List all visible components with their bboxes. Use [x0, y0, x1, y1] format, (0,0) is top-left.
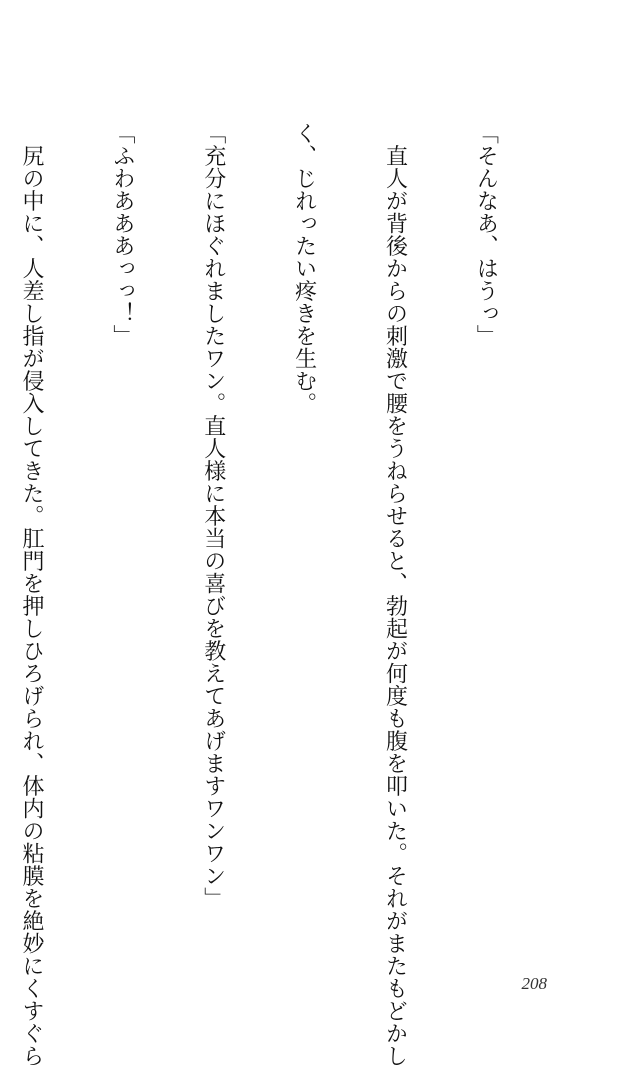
- text-line: く、じれったい疼きを生む。: [291, 122, 317, 415]
- text-line: 「ふわあああっっ！」: [109, 122, 135, 347]
- text-line: 直人が背後からの刺激で腰をうねらせると、勃起が何度も腹を叩いた。それがまたもどかし: [382, 122, 408, 1067]
- text-line: 「そんなあ、はうっ」: [473, 122, 499, 347]
- text-line: 「充分にほぐれましたワン。直人様に本当の喜びを教えてあげますワンワン」: [200, 122, 226, 910]
- page-number: 208: [521, 974, 547, 993]
- text-line: 尻の中に、人差し指が侵入してきた。肛門を押しひろげられ、体内の粘膜を絶妙にくすぐら: [18, 122, 44, 1067]
